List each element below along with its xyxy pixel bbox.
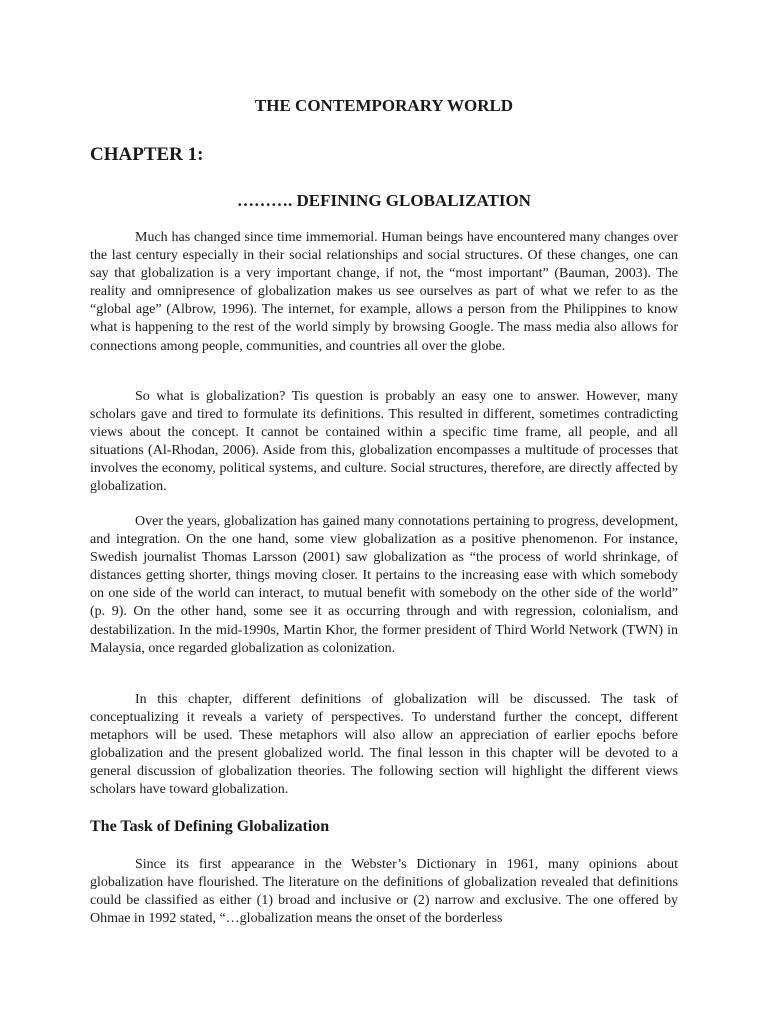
chapter-title: ………. DEFINING GLOBALIZATION (237, 191, 531, 210)
paragraph: Much has changed since time immemorial. Human beings have encountered many changes over the last century especially in their social relationships and social structures. Of these changes, one can say that globalization is a very important change, if not, the “most important” (Bauman, 2003). The reality and omnipresence of globalization makes us see ourselves as part of what we refer to as the “global age” (Albrow, 1996). The internet, for example, allows a person from the Philippines to know what is happening to the rest of the world simply by browsing Google. The mass media also allows for connections among people, communities, and countries all over the globe. (90, 230, 678, 354)
document-title: THE CONTEMPORARY WORLD (254, 96, 514, 115)
section-heading: The Task of Defining Globalization (90, 818, 330, 835)
chapter-number: CHAPTER 1: (90, 144, 204, 165)
paragraph: So what is globalization? Tis question is probably an easy one to answer. However, many scholars gave and tired to formulate its definitions. This resulted in different, sometimes contradicting views about the concept. It cannot be contained within a specific time frame, all people, and all situations (Al-Rhodan, 2006). Aside from this, globalization encompasses a multitude of processes that involves the economy, political systems, and culture. Social structures, therefore, are directly affected by globalization. (90, 389, 678, 495)
paragraph: In this chapter, different definitions of globalization will be discussed. The task of conceptualizing it reveals a variety of perspectives. To understand further the concept, different metaphors will be used. These metaphors will also allow an appreciation of earlier epochs before globalization and the present globalized world. The final lesson in this chapter will be devoted to a general discussion of globalization theories. The following section will highlight the different views scholars have toward globalization. (90, 692, 678, 798)
paragraph: Over the years, globalization has gained many connotations pertaining to progress, development, and integration. On the one hand, some view globalization as a positive phenomenon. For instance, Swedish journalist Thomas Larsson (2001) saw globalization as “the process of world shrinkage, of distances getting shorter, things moving closer. It pertains to the increasing ease with which somebody on one side of the world can interact, to mutual benefit with somebody on the other side of the world” (p. 9). On the other hand, some see it as occurring through and with regression, colonialism, and destabilization. In the mid-1990s, Martin Khor, the former president of Third World Network (TWN) in Malaysia, once regarded globalization as colonization. (90, 514, 678, 656)
section-paragraph: Since its first appearance in the Webster’s Dictionary in 1961, many opinions about globalization have flourished. The literature on the definitions of globalization revealed that definitions could be classified as either (1) broad and inclusive or (2) narrow and exclusive. The one offered by Ohmae in 1992 stated, “…globalization means the onset of the borderless (90, 857, 678, 927)
